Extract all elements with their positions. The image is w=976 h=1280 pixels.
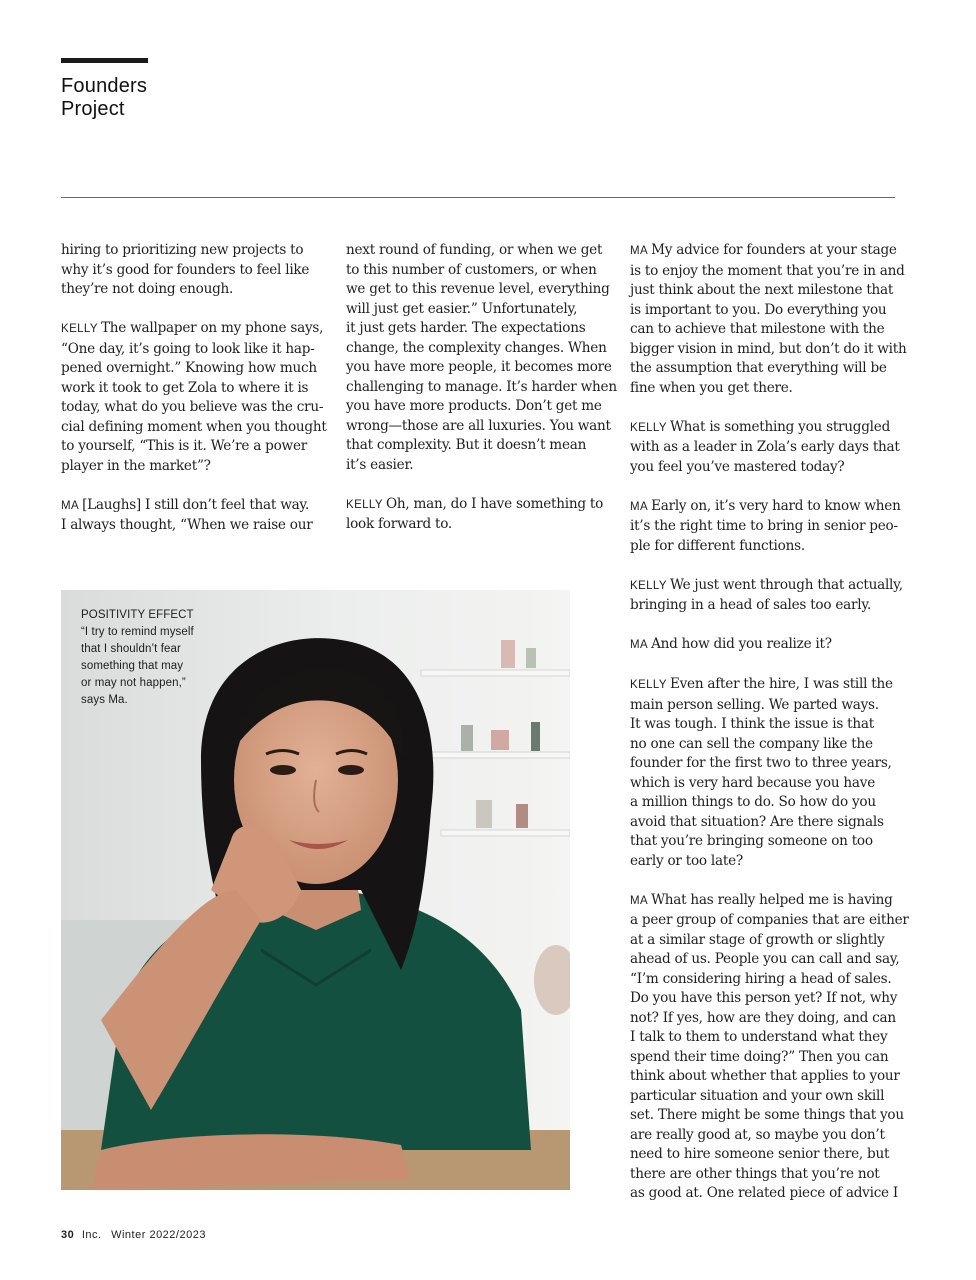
text-line — [630, 418, 900, 439]
line-text: change, the complexity changes. When — [346, 339, 607, 356]
interview-paragraph — [61, 241, 331, 300]
line-text: will just get easier.” Unfortunately, — [346, 300, 578, 317]
text-column-1 — [61, 241, 331, 555]
line-text: it’s easier. — [346, 456, 414, 473]
line-text: as good at. One related piece of advice I — [630, 1185, 899, 1201]
text-line — [630, 813, 900, 833]
text-line — [346, 319, 616, 339]
line-text: it’s the right time to bring in senior peo- — [630, 518, 898, 534]
line-text: main person selling. We parted ways. — [630, 696, 879, 713]
caption-line: says Ma. — [81, 694, 128, 706]
line-text: just think about the next milestone that — [630, 282, 894, 298]
text-line — [630, 359, 900, 379]
line-text: with as a leader in Zola’s early days that — [630, 439, 900, 455]
text-line — [630, 989, 900, 1009]
header-rule — [61, 197, 895, 198]
line-text: that complexity. But it doesn’t mean — [346, 437, 587, 453]
text-line — [630, 537, 900, 557]
text-line — [61, 496, 331, 517]
line-text: you feel you’ve mastered today? — [630, 458, 845, 475]
text-line — [346, 436, 616, 456]
line-text: need to hire someone senior there, but — [630, 1146, 890, 1162]
line-text: bringing in a head of sales too early. — [630, 597, 872, 613]
text-line — [61, 241, 331, 261]
line-text: What is something you struggled — [669, 418, 891, 435]
text-line — [630, 320, 900, 340]
line-text: a peer group of companies that are either — [630, 912, 909, 928]
text-line — [630, 1165, 900, 1185]
text-line — [61, 280, 331, 300]
caption-line: something that may — [81, 660, 184, 672]
line-text: to yourself, “This is it. We’re a power — [61, 438, 307, 454]
line-text: wrong—those are all luxuries. You want — [346, 417, 611, 434]
text-line — [346, 417, 616, 437]
text-line — [630, 438, 900, 458]
speaker-label: KELLY — [630, 679, 667, 691]
line-text: Do you have this person yet? If not, why — [630, 990, 898, 1006]
line-text: avoid that situation? Are there signals — [630, 813, 884, 830]
section-title-line2: Project — [61, 98, 125, 120]
publication-name: Inc. — [81, 1229, 102, 1241]
text-line — [630, 911, 909, 931]
line-text: “I’m considering hiring a head of sales. — [630, 970, 892, 987]
line-text: The wallpaper on my phone says, — [100, 320, 324, 336]
caption-line: or may not happen,” — [81, 677, 186, 689]
text-column-3 — [630, 241, 909, 1223]
caption-title: POSITIVITY EFFECT — [81, 609, 194, 621]
interview-paragraph — [630, 576, 903, 616]
text-line — [630, 241, 900, 262]
speaker-label: MA — [61, 499, 80, 512]
line-text: next round of funding, or when we get — [346, 242, 603, 258]
text-line — [630, 1028, 900, 1048]
line-text: Even after the hire, I was still the — [669, 676, 893, 692]
interview-paragraph — [630, 891, 909, 1204]
text-line — [346, 397, 616, 417]
page-number: 30 — [61, 1229, 75, 1241]
speaker-label: MA — [630, 245, 649, 257]
line-text: I always thought, “When we raise our — [61, 517, 313, 533]
line-text: ple for different functions. — [630, 537, 805, 554]
line-text: early or too late? — [630, 852, 743, 869]
text-line — [630, 340, 907, 360]
line-text: pened overnight.” Knowing how much — [61, 360, 317, 376]
text-line — [630, 262, 905, 282]
text-line — [630, 891, 900, 912]
line-text: It was tough. I think the issue is that — [630, 716, 874, 732]
line-text: are really good at, so maybe you don’t — [630, 1126, 885, 1143]
interview-paragraph — [630, 418, 900, 478]
speaker-label: KELLY — [630, 421, 667, 434]
text-line — [630, 497, 900, 518]
text-line — [630, 715, 900, 735]
text-line — [346, 495, 616, 516]
line-text: we get to this revenue level, everything — [346, 281, 610, 297]
text-line — [630, 1106, 904, 1126]
text-line — [630, 970, 900, 990]
line-text: player in the market”? — [61, 457, 211, 474]
line-text: challenging to manage. It’s harder when — [346, 378, 617, 395]
text-line — [61, 340, 331, 360]
line-text: And how did you realize it? — [651, 636, 832, 652]
line-text: [Laughs] I still don’t feel that way. — [82, 496, 310, 513]
text-line — [61, 398, 331, 418]
line-text: there are other things that you’re not — [630, 1165, 880, 1182]
text-column-2 — [346, 241, 616, 554]
line-text: set. There might be some things that you — [630, 1107, 904, 1123]
text-line — [630, 832, 900, 852]
line-text: My advice for founders at your stage — [651, 242, 897, 258]
line-text: it just gets harder. The expectations — [346, 320, 586, 336]
text-line — [346, 456, 616, 476]
line-text: I talk to them to understand what they — [630, 1029, 888, 1045]
text-line — [630, 950, 900, 970]
text-line — [346, 378, 616, 398]
text-line — [630, 576, 903, 597]
text-line — [630, 1087, 900, 1107]
text-line — [630, 931, 900, 951]
text-line — [630, 458, 900, 478]
text-line — [346, 515, 616, 535]
text-line — [61, 516, 331, 536]
line-text: “One day, it’s going to look like it hap- — [61, 340, 315, 357]
text-line — [61, 379, 331, 399]
text-line — [630, 1145, 900, 1165]
text-line — [346, 339, 616, 359]
text-line — [61, 418, 331, 438]
text-line — [346, 300, 616, 320]
interview-paragraph — [346, 241, 616, 475]
line-text: spend their time doing?” Then you can — [630, 1048, 889, 1065]
line-text: fine when you get there. — [630, 379, 793, 396]
section-bar — [61, 58, 148, 63]
line-text: particular situation and your own skill — [630, 1087, 885, 1104]
text-line — [630, 696, 900, 716]
line-text: is to enjoy the moment that you’re in and — [630, 262, 905, 279]
speaker-label: MA — [630, 894, 649, 907]
section-title-line1: Founders — [61, 75, 148, 97]
interview-paragraph — [346, 495, 616, 535]
text-line — [630, 1048, 900, 1068]
text-line — [630, 1184, 900, 1204]
line-text: cial defining moment when you thought — [61, 418, 327, 435]
line-text: Oh, man, do I have something to — [385, 495, 604, 512]
line-text: you have more people, it becomes more — [346, 359, 612, 375]
text-line — [630, 852, 900, 872]
line-text: What has really helped me is having — [651, 891, 893, 908]
page-footer — [61, 1229, 206, 1241]
speaker-label: MA — [630, 639, 649, 651]
text-line — [630, 735, 900, 755]
text-line — [630, 774, 900, 794]
line-text: you have more products. Don’t get me — [346, 398, 602, 414]
speaker-label: MA — [630, 500, 649, 513]
line-text: ahead of us. People you can call and say, — [630, 951, 900, 967]
line-text: Early on, it’s very hard to know when — [651, 497, 901, 514]
text-line — [630, 1009, 900, 1029]
line-text: a million things to do. So how do you — [630, 794, 876, 810]
line-text: no one can sell the company like the — [630, 735, 873, 752]
text-line — [61, 261, 331, 281]
line-text: today, what do you believe was the cru- — [61, 399, 324, 415]
speaker-label: KELLY — [630, 579, 667, 592]
line-text: We just went through that actually, — [669, 576, 903, 593]
line-text: can to achieve that milestone with the — [630, 321, 885, 337]
text-line — [61, 437, 331, 457]
line-text: hiring to prioritizing new projects to — [61, 242, 304, 258]
text-line — [346, 241, 616, 261]
text-line — [630, 281, 900, 301]
interview-paragraph — [61, 319, 331, 476]
portrait-photo — [61, 590, 570, 1190]
line-text: work it took to get Zola to where it is — [61, 379, 309, 396]
text-line — [630, 1067, 900, 1087]
text-line — [630, 596, 900, 616]
issue-date: Winter 2022/2023 — [111, 1229, 206, 1241]
text-line — [346, 280, 616, 300]
line-text: look forward to. — [346, 516, 452, 532]
text-line — [630, 379, 900, 399]
text-line — [630, 301, 900, 321]
interview-paragraph — [630, 241, 907, 398]
line-text: founder for the first two to three years, — [630, 755, 892, 771]
interview-paragraph — [630, 497, 900, 557]
text-line — [630, 1126, 900, 1146]
line-text: to this number of customers, or when — [346, 261, 597, 278]
caption-line: that I shouldn’t fear — [81, 643, 181, 655]
interview-paragraph — [61, 496, 331, 536]
text-line — [630, 793, 900, 813]
speaker-label: KELLY — [61, 323, 98, 335]
section-title — [61, 75, 261, 121]
line-text: that you’re bringing someone on too — [630, 833, 873, 849]
photo-caption — [81, 607, 241, 709]
text-line — [630, 754, 900, 774]
text-line — [61, 457, 331, 477]
line-text: which is very hard because you have — [630, 774, 876, 791]
line-text: why it’s good for founders to feel like — [61, 261, 310, 278]
interview-paragraph — [630, 675, 900, 871]
text-line — [630, 675, 900, 696]
text-line — [61, 319, 331, 340]
line-text: bigger vision in mind, but don’t do it with — [630, 340, 907, 357]
line-text: think about whether that applies to your — [630, 1068, 900, 1084]
line-text: the assumption that everything will be — [630, 360, 887, 376]
text-line — [346, 261, 616, 281]
line-text: they’re not doing enough. — [61, 281, 234, 297]
interview-paragraph — [630, 635, 900, 656]
speaker-label: KELLY — [346, 498, 383, 511]
line-text: at a similar stage of growth or slightly — [630, 931, 885, 948]
text-line — [630, 635, 900, 656]
line-text: is important to you. Do everything you — [630, 301, 887, 318]
caption-line: “I try to remind myself — [81, 626, 194, 638]
text-line — [61, 359, 331, 379]
text-line — [630, 517, 900, 537]
text-line — [346, 358, 616, 378]
line-text: not? If yes, how are they doing, and can — [630, 1009, 896, 1026]
